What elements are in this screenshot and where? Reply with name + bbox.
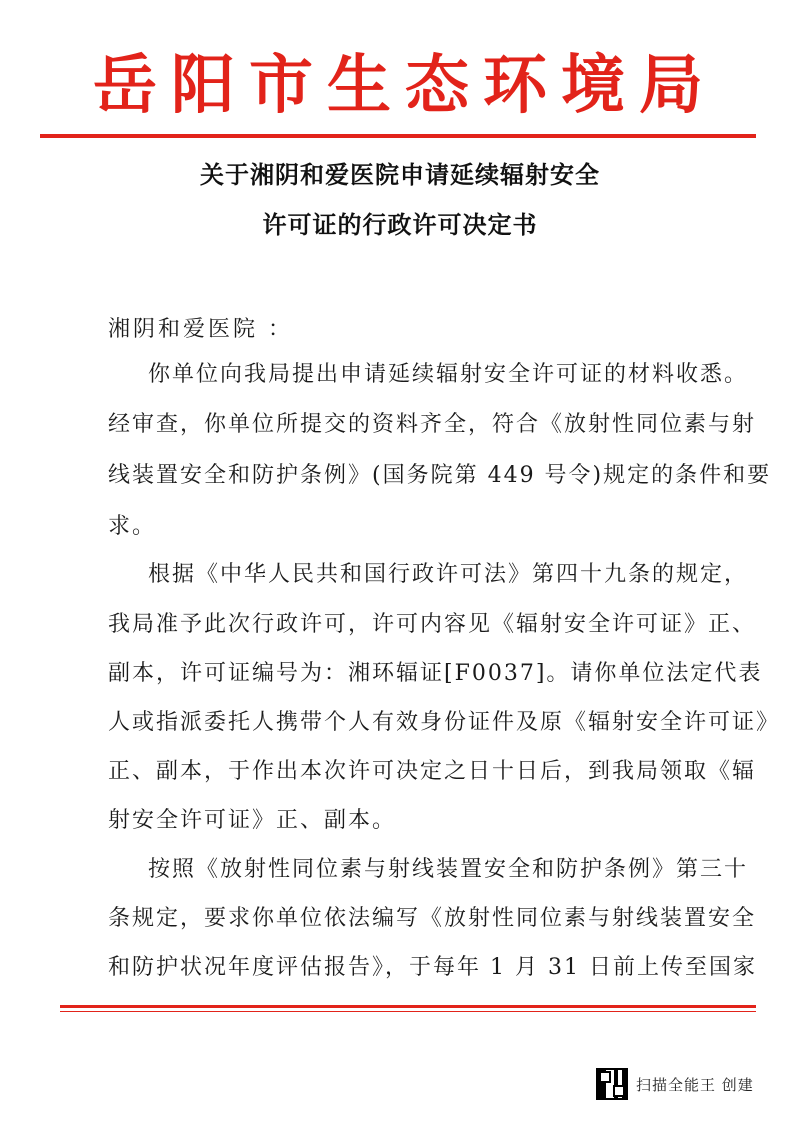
footer-red-rule <box>60 1005 756 1008</box>
document-title-line-1: 关于湘阴和爱医院申请延续辐射安全 <box>200 161 600 189</box>
body-line: 求。 <box>108 514 157 539</box>
body-line: 射安全许可证》正、副本。 <box>108 808 397 833</box>
footer-red-rule-thin <box>60 1011 756 1012</box>
body-line: 按照《放射性同位素与射线装置安全和防护条例》第三十 <box>148 857 749 882</box>
organization-header: 岳阳市生态环境局 <box>93 48 717 123</box>
body-line: 正、副本，于作出本次许可决定之日十日后，到我局领取《辐 <box>108 759 757 784</box>
scanner-watermark <box>596 1068 754 1100</box>
header-red-rule <box>40 134 756 138</box>
body-line: 和防护状况年度评估报告》，于每年 1 月 31 日前上传至国家 <box>108 955 757 980</box>
body-line: 你单位向我局提出申请延续辐射安全许可证的材料收悉。 <box>148 362 749 387</box>
body-line: 根据《中华人民共和国行政许可法》第四十九条的规定， <box>148 562 749 587</box>
qr-code-icon <box>596 1068 628 1100</box>
body-line: 经审查，你单位所提交的资料齐全，符合《放射性同位素与射 <box>108 412 757 437</box>
body-line: 人或指派委托人携带个人有效身份证件及原《辐射安全许可证》 <box>108 710 781 735</box>
body-line: 条规定，要求你单位依法编写《放射性同位素与射线装置安全 <box>108 906 757 931</box>
body-line: 副本，许可证编号为：湘环辐证[F0037]。请你单位法定代表 <box>108 661 763 686</box>
document-title-line-2: 许可证的行政许可决定书 <box>262 211 538 239</box>
addressee: 湘阴和爱医院 ： <box>108 317 293 342</box>
body-line: 线装置安全和防护条例》(国务院第 449 号令)规定的条件和要 <box>108 463 772 488</box>
watermark-text: 扫描全能王 创建 <box>636 1075 754 1094</box>
body-line: 我局准予此次行政许可，许可内容见《辐射安全许可证》正、 <box>108 612 757 637</box>
